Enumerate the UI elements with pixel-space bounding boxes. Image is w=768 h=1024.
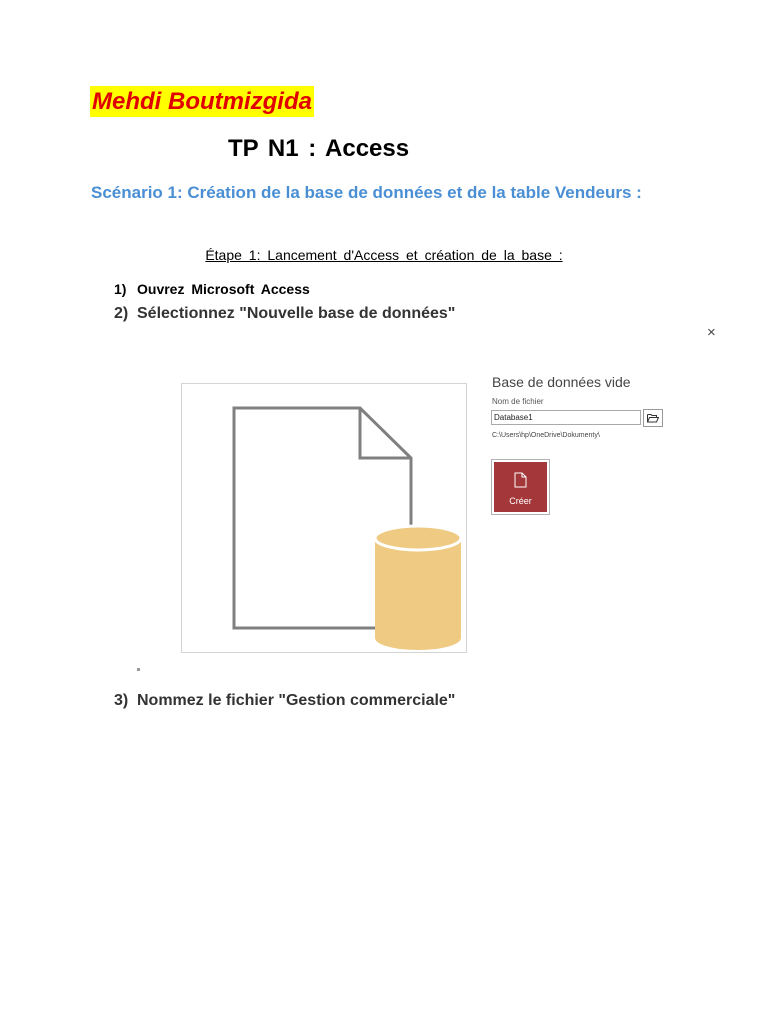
- author-name: Mehdi Boutmizgida: [92, 88, 312, 115]
- step-heading-text: Étape 1: Lancement d'Access et création de la base :: [205, 247, 563, 263]
- close-icon[interactable]: ×: [707, 324, 716, 341]
- instruction-item-2: [114, 303, 455, 325]
- filename-input[interactable]: Database1: [491, 410, 641, 425]
- instruction-text: Ouvrez Microsoft Access: [137, 281, 310, 297]
- panel-title: Base de données vide: [492, 374, 631, 390]
- instruction-number: 1): [114, 281, 127, 297]
- filename-label: Nom de fichier: [492, 397, 544, 406]
- folder-open-icon: [647, 413, 659, 423]
- browse-folder-button[interactable]: [643, 409, 663, 427]
- instruction-item-3: [114, 689, 455, 713]
- instruction-item-1: [114, 279, 310, 299]
- page-title: TP N1 : Access: [228, 135, 410, 162]
- document-icon: [514, 472, 527, 488]
- create-button[interactable]: [491, 459, 550, 515]
- instruction-text: Nommez le fichier "Gestion commerciale": [137, 692, 456, 709]
- create-button-label: Créer: [509, 496, 532, 506]
- scenario-heading: Scénario 1: Création de la base de données et de la table Vendeurs :: [91, 183, 642, 202]
- instruction-number: 3): [114, 692, 129, 709]
- create-button-face: [494, 462, 547, 512]
- blank-database-icon: [182, 384, 466, 652]
- file-path: C:\Users\hp\OneDrive\Dokumenty\: [492, 432, 600, 439]
- instruction-text: Sélectionnez "Nouvelle base de données": [137, 305, 456, 322]
- instruction-number: 2): [114, 305, 129, 322]
- blank-database-preview[interactable]: [181, 383, 467, 653]
- stray-mark: [137, 668, 140, 671]
- step-heading: [0, 244, 768, 266]
